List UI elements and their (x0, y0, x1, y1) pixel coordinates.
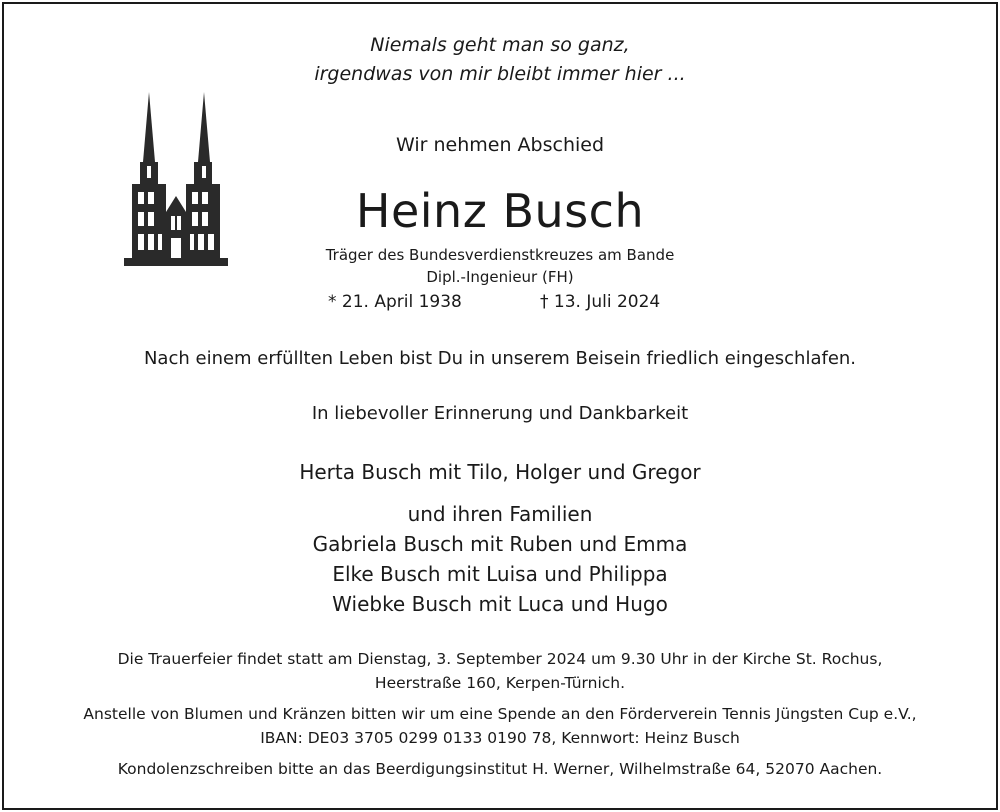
deceased-degree: Dipl.-Ingenieur (FH) (426, 268, 574, 286)
service-info-line-2: Heerstraße 160, Kerpen-Türnich. (374, 674, 626, 692)
family-member: Wiebke Busch mit Luca und Hugo (332, 592, 668, 616)
announcement: Wir nehmen Abschied (395, 134, 605, 156)
statement: Nach einem erfüllten Leben bist Du in unserem Beisein friedlich eingeschlafen. (143, 348, 857, 369)
service-info-line-1: Die Trauerfeier findet statt am Dienstag, 3. September 2024 um 9.30 Uhr in der Kirche St. Rochus, (117, 650, 883, 668)
family-member: Gabriela Busch mit Ruben und Emma (312, 532, 688, 556)
family-connector: und ihren Familien (407, 502, 593, 526)
condolence-info: Kondolenzschreiben bitte an das Beerdigungsinstitut H. Werner, Wilhelmstraße 64, 52070 Aachen. (117, 760, 883, 778)
donation-info-line-1: Anstelle von Blumen und Kränzen bitten wir um eine Spende an den Förderverein Tennis Jüngsten Cup e.V., (83, 705, 917, 723)
motto-line-2: irgendwas von mir bleibt immer hier ... (314, 63, 686, 85)
birth-date: * 21. April 1938 (328, 292, 462, 312)
donation-info-line-2: IBAN: DE03 3705 0299 0133 0190 78, Kennwort: Heinz Busch (260, 729, 740, 747)
family-primary: Herta Busch mit Tilo, Holger und Gregor (299, 460, 701, 484)
deceased-name: Heinz Busch (355, 184, 645, 238)
death-date: † 13. Juli 2024 (540, 292, 661, 312)
cologne-cathedral-icon (124, 92, 228, 266)
family-member: Elke Busch mit Luisa und Philippa (332, 562, 668, 586)
remembrance: In liebevoller Erinnerung und Dankbarkeit (311, 403, 689, 424)
deceased-honor: Träger des Bundesverdienstkreuzes am Bande (325, 246, 675, 264)
motto-line-1: Niemals geht man so ganz, (370, 34, 630, 56)
